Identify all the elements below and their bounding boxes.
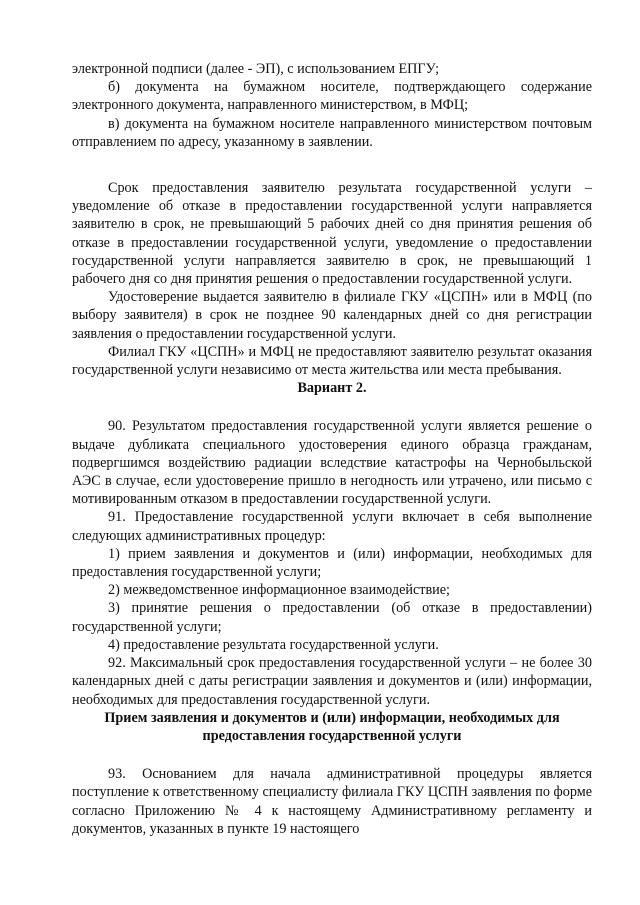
paragraph-mid-1: Срок предоставления заявителю результата государственной услуги – уведомление об отказе в предоставлении государственной услуги направляется заявителю в срок, не превышающий 5 рабочих дней со дня принятия решения об отказе в предоставлении государственной услуги, уведомление о предоставлении государственной услуги направляется заявителю в срок, не превышающий 1 рабочего дня со дня принятия решения о предоставлении государственной услуги. — [72, 180, 592, 288]
paragraph-mid-3: Филиал ГКУ «ЦСПН» и МФЦ не предоставляют заявителю результат оказания государственной услуги независимо от места жительства или места пребывания. — [72, 343, 592, 379]
list-item-3: 3) принятие решения о предоставлении (об отказе в предоставлении) государственной услуги; — [72, 600, 592, 635]
list-item-4: 4) предоставление результата государственной услуги. — [108, 636, 439, 653]
list-item-2: 2) межведомственное информационное взаимодействие; — [108, 582, 450, 599]
paragraph-93: 93. Основанием для начала административной процедуры является поступление к ответственному специалисту филиала ГКУ ЦСПН заявления по форме согласно Приложению № 4 к настоящему Административному регламенту и документов, указанных в пункте 19 настоящего — [72, 766, 592, 837]
paragraph-mid-2: Удостоверение выдается заявителю в филиале ГКУ «ЦСПН» или в МФЦ (по выбору заявителя) в срок не позднее 90 календарных дней со дня регистрации заявления о предоставлении государственной услуги. — [72, 289, 592, 342]
paragraph-top-2: б) документа на бумажном носителе, подтверждающего содержание электронного документа, направленного министерством, в МФЦ; — [72, 79, 592, 114]
paragraph-91: 91. Предоставление государственной услуги включает в себя выполнение следующих административных процедур: — [72, 509, 592, 544]
list-item-1: 1) прием заявления и документов и (или) информации, необходимых для предоставления государственной услуги; — [72, 545, 592, 581]
paragraph-92: 92. Максимальный срок предоставления государственной услуги – не более 30 календарных дней с даты регистрации заявления и документов и (или) информации, необходимых для предоставления государственной услуги. — [72, 655, 592, 708]
section-heading: Прием заявления и документов и (или) информации, необходимых для предоставления государственной услуги — [104, 709, 560, 744]
paragraph-top-1: электронной подписи (далее - ЭП), с использованием ЕПГУ; — [72, 61, 440, 77]
variant-heading: Вариант 2. — [297, 380, 367, 397]
paragraph-90: 90. Результатом предоставления государственной услуги является решение о выдаче дубликата специального удостоверения единого образца гражданам, подвергшимся воздействию радиации вследствие катастрофы на Чернобыльской АЭС в случае, если удостоверение пришло в негодность или утрачено, или письмо с мотивированным отказом в предоставлении государственной услуги. — [72, 418, 592, 508]
document-page — [72, 60, 592, 838]
paragraph-top-3: в) документа на бумажном носителе направленного министерством почтовым отправлением по адресу, указанному в заявлении. — [72, 115, 592, 150]
